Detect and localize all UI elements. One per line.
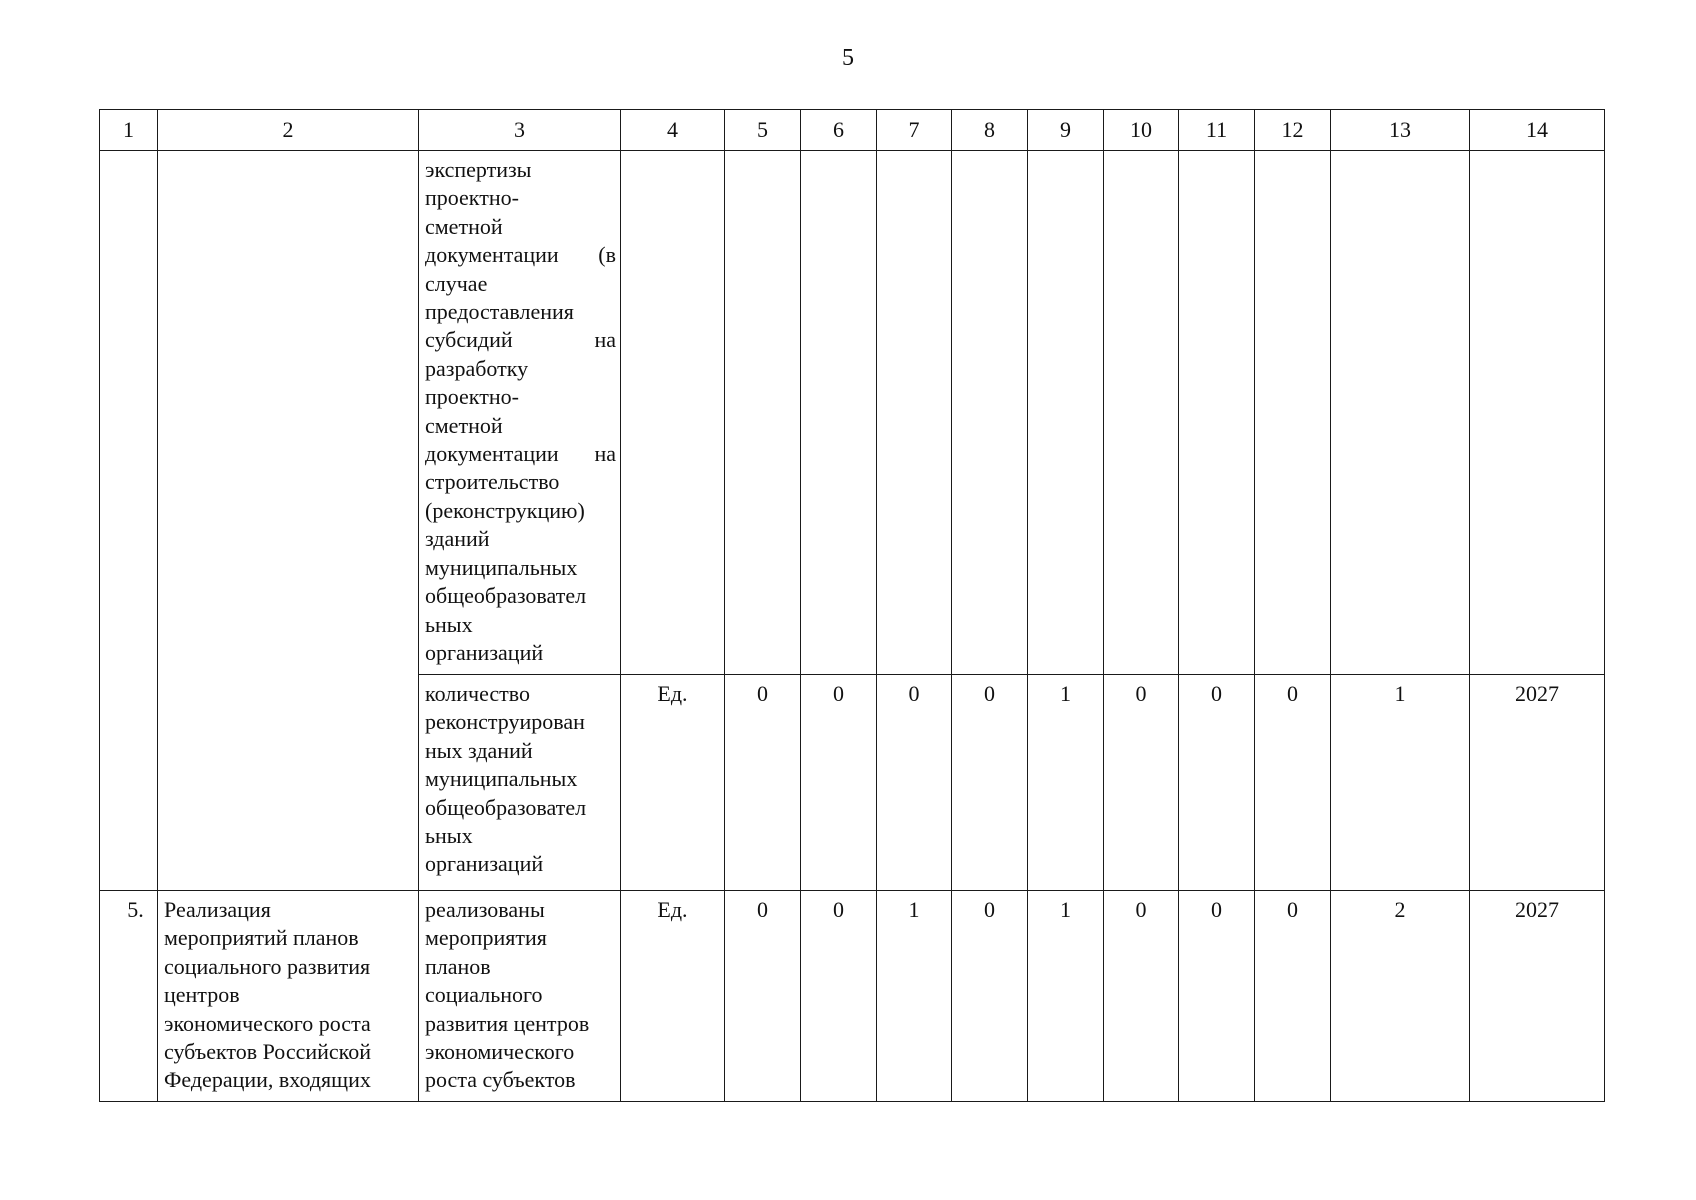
text-line: роста субъектов [425, 1067, 576, 1093]
unit-cell [621, 151, 725, 675]
text-line: случае [425, 270, 488, 296]
year-cell: 2027 [1470, 675, 1605, 891]
header-cell: 6 [801, 110, 877, 151]
header-cell: 1 [100, 110, 158, 151]
value-cell: 0 [725, 891, 801, 1102]
text-line: субъектов Российской [164, 1039, 372, 1065]
text-line: муниципальных [425, 766, 578, 792]
value-cell: 1 [1331, 675, 1470, 891]
text-line: сметной [425, 412, 503, 438]
value-cell [1104, 151, 1179, 675]
header-cell: 2 [158, 110, 419, 151]
text-line: документации на [425, 441, 616, 467]
table-row-item-5 [100, 891, 1605, 1102]
header-cell: 9 [1028, 110, 1104, 151]
text-line: общеобразовател [425, 583, 587, 609]
text-line: проектно- [425, 384, 519, 410]
event-name-cell [158, 891, 419, 1102]
text-line: разработку [425, 355, 529, 381]
text-line: проектно- [425, 185, 519, 211]
text-line: документации (в [425, 242, 616, 268]
header-cell: 13 [1331, 110, 1470, 151]
value-cell: 0 [1179, 891, 1255, 1102]
value-cell: 1 [877, 891, 952, 1102]
header-cell: 8 [952, 110, 1028, 151]
header-cell: 7 [877, 110, 952, 151]
indicator-text-cell [419, 891, 621, 1102]
text-line: развития центров [425, 1010, 590, 1036]
value-cell [1331, 151, 1470, 675]
text-line: сметной [425, 213, 503, 239]
header-cell: 3 [419, 110, 621, 151]
text-line: экспертизы [425, 157, 532, 182]
text-line: субсидий на [425, 327, 616, 353]
value-cell: 0 [725, 675, 801, 891]
value-cell: 0 [801, 675, 877, 891]
text-line: зданий [425, 526, 490, 552]
row-number-cell [100, 151, 158, 891]
text-line: предоставления [425, 299, 574, 325]
text-line: мероприятий планов [164, 925, 359, 951]
text-line: экономического роста [164, 1010, 371, 1036]
text-line: реконструирован [425, 709, 585, 735]
text-line: организаций [425, 639, 544, 665]
header-cell: 11 [1179, 110, 1255, 151]
text-line: ных зданий [425, 737, 533, 763]
value-cell [1028, 151, 1104, 675]
value-cell [1179, 151, 1255, 675]
unit-cell: Ед. [621, 891, 725, 1102]
event-name-cell [158, 151, 419, 891]
text-line: центров [164, 982, 240, 1008]
header-cell: 5 [725, 110, 801, 151]
page-number: 5 [842, 45, 854, 71]
text-line: муниципальных [425, 554, 578, 580]
text-line: реализованы [425, 897, 545, 922]
text-line: мероприятия [425, 925, 547, 951]
text-line: общеобразовател [425, 794, 587, 820]
text-line: планов [425, 953, 491, 979]
table-row-continuation [100, 151, 1605, 675]
value-cell [877, 151, 952, 675]
text-line: количество [425, 681, 531, 706]
unit-cell: Ед. [621, 675, 725, 891]
header-cell: 10 [1104, 110, 1179, 151]
text-line: социального развития [164, 953, 371, 979]
header-cell: 12 [1255, 110, 1331, 151]
value-cell: 1 [1028, 891, 1104, 1102]
value-cell: 0 [801, 891, 877, 1102]
text-line: строительство [425, 469, 560, 495]
value-cell [1255, 151, 1331, 675]
text-line: Федерации, входящих [164, 1067, 371, 1093]
value-cell [725, 151, 801, 675]
value-cell: 2 [1331, 891, 1470, 1102]
value-cell: 0 [952, 891, 1028, 1102]
value-cell: 0 [952, 675, 1028, 891]
indicators-table [99, 109, 1605, 1102]
text-line: социального [425, 982, 543, 1008]
text-line: (реконструкцию) [425, 497, 585, 523]
header-cell: 14 [1470, 110, 1605, 151]
text-line: организаций [425, 851, 544, 877]
text-line: ьных [425, 823, 473, 849]
header-cell: 4 [621, 110, 725, 151]
value-cell: 0 [1255, 891, 1331, 1102]
value-cell: 0 [877, 675, 952, 891]
text-line: экономического [425, 1039, 575, 1065]
year-cell [1470, 151, 1605, 675]
value-cell: 0 [1104, 891, 1179, 1102]
value-cell: 0 [1255, 675, 1331, 891]
table-header-row [100, 110, 1605, 151]
indicator-text-cell [419, 151, 621, 675]
year-cell: 2027 [1470, 891, 1605, 1102]
value-cell: 0 [1104, 675, 1179, 891]
value-cell [952, 151, 1028, 675]
indicator-text-cell [419, 675, 621, 891]
text-line: ьных [425, 611, 473, 637]
value-cell [801, 151, 877, 675]
text-line: Реализация [164, 897, 271, 922]
value-cell: 0 [1179, 675, 1255, 891]
row-number-cell: 5. [100, 891, 158, 1102]
value-cell: 1 [1028, 675, 1104, 891]
